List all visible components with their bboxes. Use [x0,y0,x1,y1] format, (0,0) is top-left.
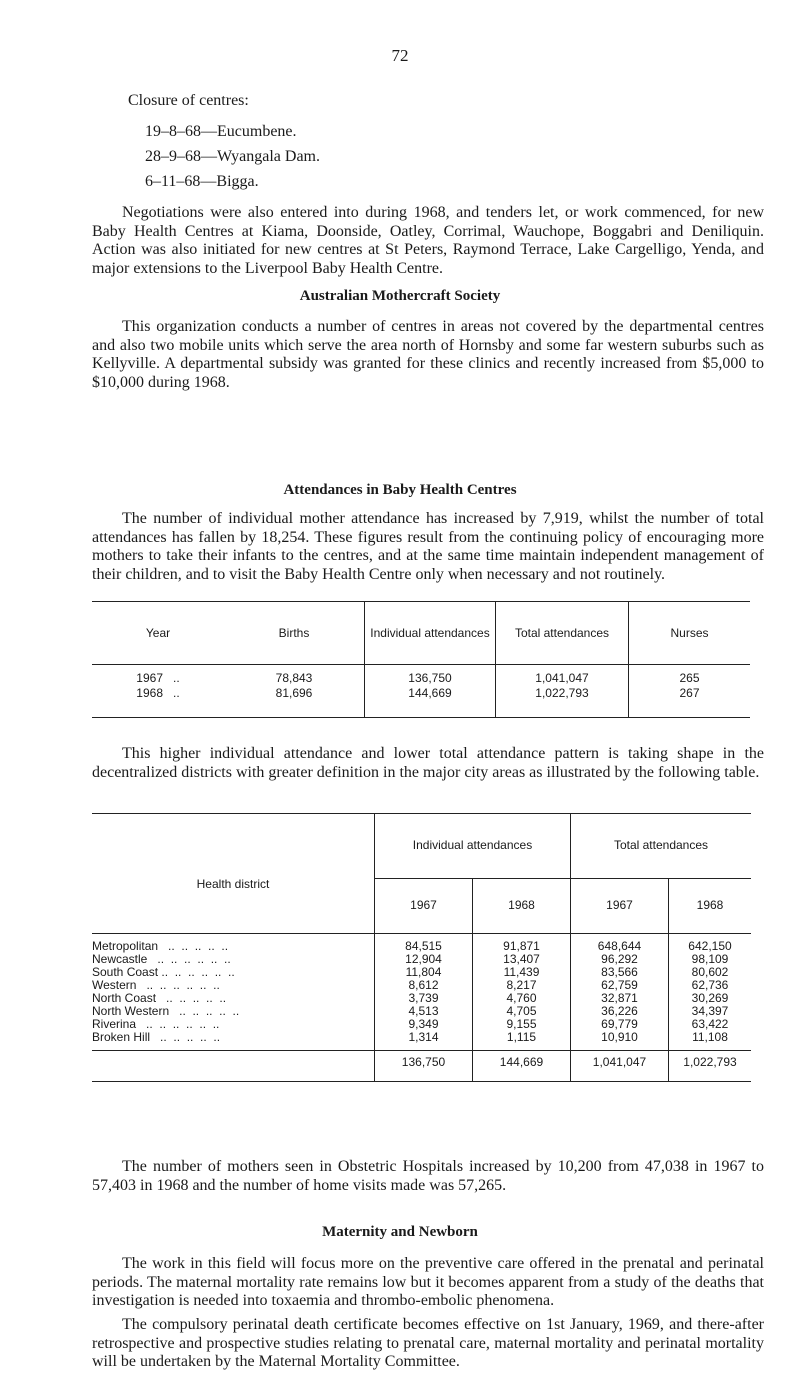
col-nurses: Nurses [629,602,751,665]
table-row [92,1031,751,1051]
table-cell: 83,566 [571,966,669,979]
table-row [92,934,751,954]
table-cell: 9,155 [473,1018,571,1031]
table-cell: 91,871 [473,934,571,954]
attendances-paragraph: The number of individual mother attendance has increased by 7,919, whilst the number of total attendances has fallen by 18,254. These figures result from the continuing policy of encouraging more mothers to take their infants to the centres, and at the same time maintain independent management of their children, and to visit the Baby Health Centre only when necessary and not routinely. [92,510,764,583]
col-individual: Individual attendances [365,602,496,665]
district-name: North Western .. .. .. .. .. [92,1005,375,1018]
table-cell: 648,644 [571,934,669,954]
table-cell: 11,108 [692,1030,728,1044]
table-cell: 9,349 [375,1018,473,1031]
negotiations-paragraph: Negotiations were also entered into during 1968, and tenders let, or work commenced, for new Baby Health Centres at Kiama, Doonside, Oatley, Corrimal, Wauchope, Boggabri and Deniliquin. Action was also initiated for new centres at St Peters, Raymond Terrace, Lake Cargelligo, Yenda, and major extensions to the Liverpool Baby Health Centre. [92,204,764,277]
closure-item: 6–11–68—Bigga. [145,173,259,190]
total-tot-1967: 1,041,047 [571,1051,669,1082]
col-ind-1967: 1967 [375,878,473,933]
table-cell: 80,602 [691,965,729,979]
table-cell: 98,109 [691,952,729,966]
obstetric-paragraph: The number of mothers seen in Obstetric Hospitals increased by 10,200 from 47,038 in 1967 to 57,403 in 1968 and the number of home visits made was 57,265. [92,1158,764,1194]
table-cell: 84,515 [375,934,473,954]
mothercraft-paragraph: This organization conducts a number of centres in areas not covered by the departmental centres and also two mobile units which serve the area north of Hornsby and some far western suburbs such as Kellyville. A departmental subsidy was granted for these clinics and recently increased from $5,000 to $10,000 during 1968. [92,318,764,391]
col-ind-1968: 1968 [473,878,571,933]
table-cell: 3,739 [375,992,473,1005]
district-name: Newcastle .. .. .. .. .. .. [92,953,375,966]
table-cell: 11,439 [473,966,571,979]
table-cell: 32,871 [571,992,669,1005]
table-cell: 4,760 [473,992,571,1005]
district-name: North Coast .. .. .. .. .. [92,992,375,1005]
attendance-summary-table [92,601,750,718]
maternity-paragraph-1: The work in this field will focus more on the preventive care offered in the prenatal and perinatal periods. The maternal mortality rate remains low but it becomes apparent from a study of the deaths that investigation is needed into toxaemia and thrombo-embolic phenomena. [92,1255,764,1309]
table-cell: 63,422 [691,1017,729,1031]
table-cell: 62,759 [571,979,669,992]
district-attendance-table [92,813,751,1082]
col-total-attendances: Total attendances [571,814,752,879]
table-cell: 4,705 [473,1005,571,1018]
total-ind-1967: 136,750 [375,1051,473,1082]
attendances-heading: Attendances in Baby Health Centres [283,482,517,498]
table-cell: 62,736 [691,978,729,992]
table-cell: 642,150 [688,939,732,953]
pattern-paragraph: This higher individual attendance and lower total attendance pattern is taking shape in the decentralized districts with greater definition in the major city areas as illustrated by the following table. [92,745,764,781]
col-year: Year [145,625,171,640]
table-cell: 1,314 [375,1031,473,1051]
table-cell: 10,910 [571,1031,669,1051]
maternity-heading: Maternity and Newborn [322,1224,478,1240]
table-cell: 36,226 [571,1005,669,1018]
mothercraft-heading: Australian Mothercraft Society [299,288,501,304]
table-cell: 96,292 [571,953,669,966]
table-cell: 13,407 [473,953,571,966]
table-cell: 11,804 [375,966,473,979]
totals-row [92,1051,751,1082]
district-name: Broken Hill .. .. .. .. .. [92,1031,375,1051]
col-health-district: Health district [92,814,375,934]
col-tot-1967: 1967 [571,878,669,933]
table-cell: 8,612 [375,979,473,992]
closure-item: 19–8–68—Eucumbene. [145,123,297,140]
maternity-paragraph-2: The compulsory perinatal death certificate becomes effective on 1st January, 1969, and there-after retrospective and prospective studies relating to prenatal care, maternal mortality and perinatal mortality will be undertaken by the Maternal Mortality Committee. [92,1316,764,1370]
page-number: 72 [391,46,409,65]
district-name: Metropolitan .. .. .. .. .. [92,934,375,954]
district-name: Riverina .. .. .. .. .. .. [92,1018,375,1031]
total-ind-1968: 144,669 [473,1051,571,1082]
table-row: 1968 .. 81,696 144,669 1,022,793 267 [92,686,750,718]
table-cell: 12,904 [375,953,473,966]
table-cell: 30,269 [691,991,729,1005]
col-total: Total attendances [496,602,629,665]
table-cell: 1,115 [473,1031,571,1051]
col-tot-1968: 1968 [696,898,724,913]
col-individual-attendances: Individual attendances [375,814,571,879]
table-cell: 34,397 [691,1004,729,1018]
table-cell: 69,779 [571,1018,669,1031]
closure-item: 28–9–68—Wyangala Dam. [145,148,320,165]
col-births: Births [224,602,365,665]
closure-title: Closure of centres: [128,92,249,109]
table-cell: 4,513 [375,1005,473,1018]
closure-list [145,120,320,195]
district-name: Western .. .. .. .. .. .. [92,979,375,992]
district-name: South Coast .. .. .. .. .. .. [92,966,375,979]
table-cell: 8,217 [473,979,571,992]
total-tot-1968: 1,022,793 [683,1054,737,1069]
table-row: 1967 .. 78,843 136,750 1,041,047 265 [92,665,750,687]
